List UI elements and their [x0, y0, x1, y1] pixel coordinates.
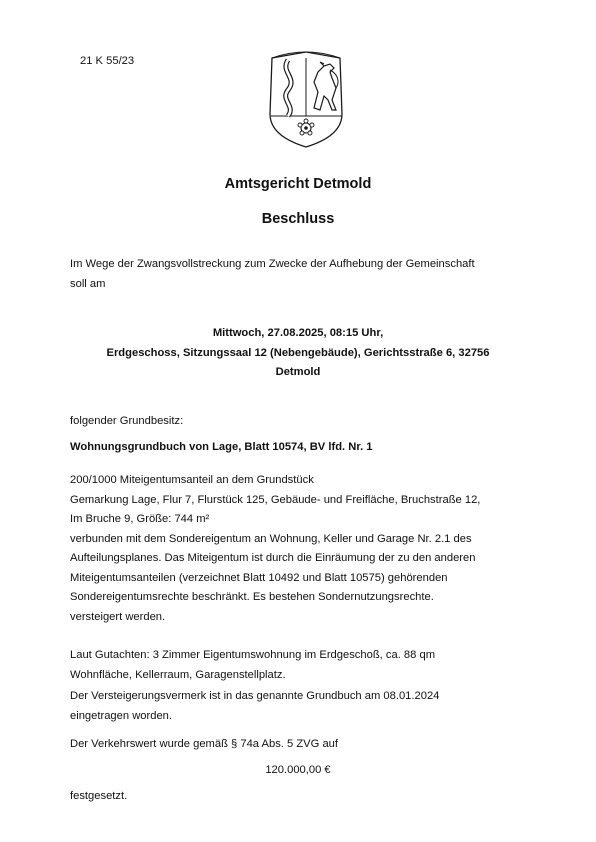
- description-line: Aufteilungsplanes. Das Miteigentum ist durch die Einräumung der zu den anderen: [70, 552, 476, 564]
- property-label: folgender Grundbesitz:: [70, 415, 184, 427]
- appraisal-line: Wohnfläche, Kellerraum, Garagenstellplatz.: [70, 668, 286, 681]
- intro-paragraph: [70, 255, 475, 294]
- court-name: Amtsgericht Detmold: [224, 176, 372, 192]
- document-type: Beschluss: [261, 211, 335, 227]
- description-line: Miteigentumsanteilen (verzeichnet Blatt 10492 und Blatt 10575) gehörenden: [70, 571, 448, 584]
- market-value-amount: 120.000,00 €: [265, 764, 331, 776]
- description-line: Im Bruche 9, Größe: 744 m²: [70, 513, 210, 525]
- auction-date-block: [0, 324, 596, 383]
- description-line: verbunden mit dem Sondereigentum an Wohnung, Keller und Garage Nr. 2.1 des: [70, 532, 472, 545]
- note-line: Der Versteigerungsvermerk ist in das genannte Grundbuch am 08.01.2024: [70, 690, 440, 702]
- termin-date: Mittwoch, 27.08.2025, 08:15 Uhr,: [212, 327, 384, 339]
- appraisal-paragraph: [70, 646, 435, 685]
- land-register-heading: Wohnungsgrundbuch von Lage, Blatt 10574, BV lfd. Nr. 1: [70, 441, 373, 453]
- case-number: 21 K 55/23: [80, 55, 135, 67]
- coat-of-arms-icon: [258, 48, 354, 150]
- intro-line: Im Wege der Zwangsvollstreckung zum Zwecke der Aufhebung der Gemeinschaft: [70, 258, 475, 270]
- property-description: [70, 471, 480, 627]
- description-line: Gemarkung Lage, Flur 7, Flurstück 125, Gebäude- und Freifläche, Bruchstraße 12,: [70, 493, 481, 506]
- note-line: eingetragen worden.: [70, 709, 173, 722]
- description-line: versteigert werden.: [70, 610, 166, 623]
- appraisal-line: Laut Gutachten: 3 Zimmer Eigentumswohnung im Erdgeschoß, ca. 88 qm: [70, 649, 436, 661]
- market-value-text: Der Verkehrswert wurde gemäß § 74a Abs. 5 ZVG auf: [70, 738, 339, 750]
- closing-text: festgesetzt.: [70, 790, 128, 802]
- termin-city: Detmold: [275, 366, 321, 378]
- description-line: 200/1000 Miteigentumsanteil an dem Grundstück: [70, 474, 314, 486]
- termin-location: Erdgeschoss, Sitzungssaal 12 (Nebengebäude), Gerichtsstraße 6, 32756: [106, 346, 490, 359]
- registration-note: [70, 687, 439, 726]
- description-line: Sondereigentumsrechte beschränkt. Es bestehen Sondernutzungsrechte.: [70, 591, 434, 603]
- intro-line: soll am: [70, 277, 106, 290]
